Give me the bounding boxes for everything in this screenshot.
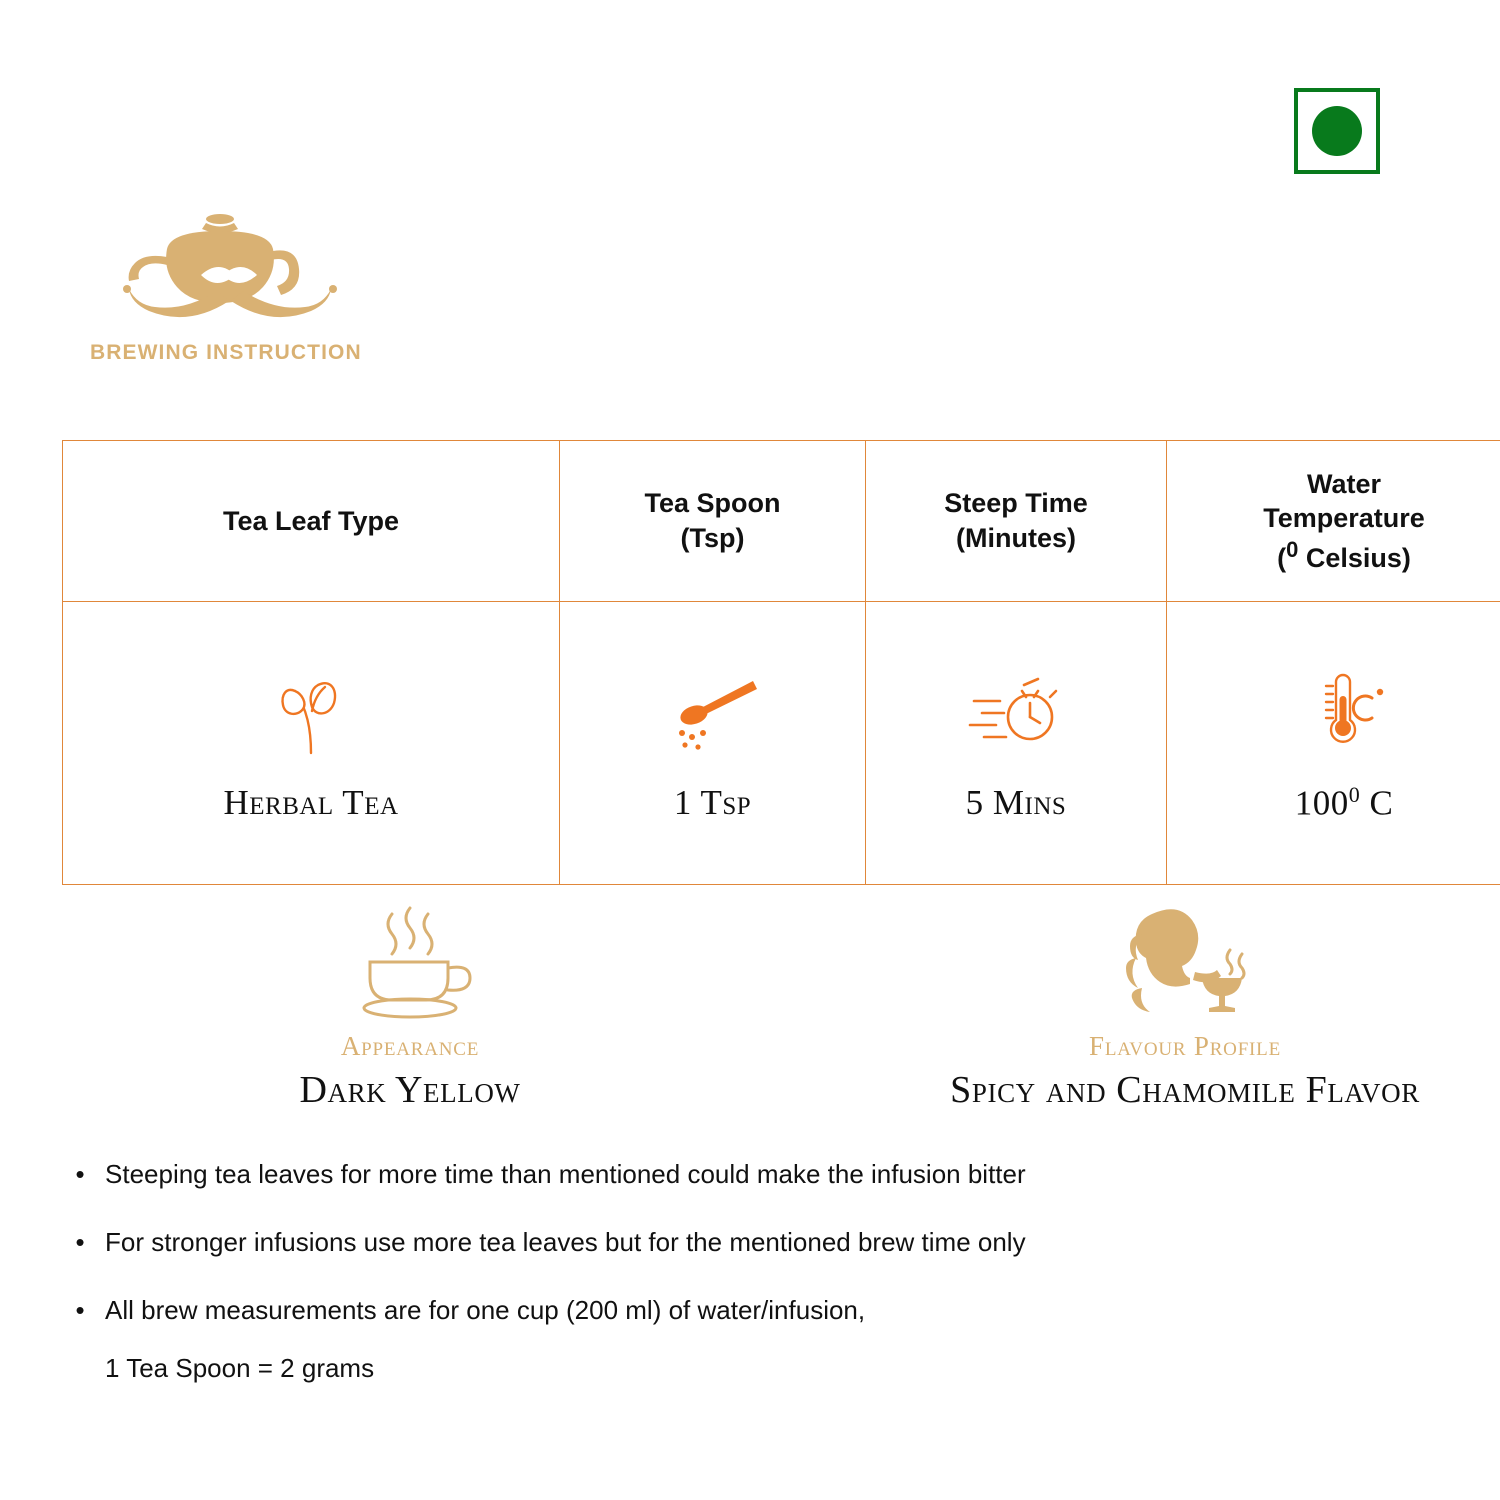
- brewing-instruction-title: BREWING INSTRUCTION: [90, 341, 362, 364]
- thermometer-icon: [1292, 662, 1396, 754]
- note-text: All brew measurements are for one cup (200 ml) of water/infusion,: [105, 1294, 866, 1325]
- appearance-block: [230, 900, 590, 1112]
- value-tea-leaf-type: Herbal Tea: [223, 783, 399, 822]
- flavour-profile-block: [790, 900, 1500, 1112]
- header-water-temperature-line1: Water: [1306, 468, 1381, 499]
- cell-tea-spoon: [560, 602, 866, 885]
- lady-with-cup-icon: [790, 900, 1500, 1025]
- header-steep-time: [866, 441, 1167, 602]
- table-header-row: [63, 441, 1500, 602]
- header-tea-spoon-line2: (Tsp): [680, 523, 745, 553]
- note-text: Steeping tea leaves for more time than mentioned could make the infusion bitter: [105, 1159, 1026, 1189]
- flavour-profile-value: Spicy and Chamomile Flavor: [950, 1069, 1420, 1111]
- header-tea-leaf-type-line1: Tea Leaf Type: [222, 505, 400, 536]
- flavour-profile-title: Flavour Profile: [1089, 1031, 1281, 1061]
- brewing-table: [62, 440, 1500, 885]
- header-tea-spoon: [560, 441, 866, 602]
- header-water-temperature-line3: ($^0$ Celsius): [1277, 536, 1411, 573]
- teapot-icon: [105, 205, 355, 335]
- cell-water-temperature: [1167, 602, 1500, 885]
- table-row: [63, 602, 1500, 885]
- list-item: [55, 1226, 1435, 1260]
- header-water-temperature-line2: Temperature: [1263, 503, 1425, 534]
- value-tea-spoon: 1 Tsp: [673, 783, 752, 822]
- cell-steep-time: [866, 602, 1167, 885]
- header-tea-leaf-type: [63, 441, 560, 602]
- header-tea-spoon-line1: Tea Spoon: [644, 488, 781, 519]
- note-sub-text: 1 Tea Spoon = 2 grams: [105, 1353, 375, 1384]
- bullet-icon: •: [75, 1294, 85, 1325]
- notes-list: [55, 1158, 1435, 1384]
- appearance-title: Appearance: [340, 1031, 480, 1061]
- brewing-header: [85, 205, 485, 365]
- value-steep-time: 5 Mins: [965, 783, 1067, 822]
- tea-cup-icon: [230, 900, 590, 1025]
- header-steep-time-line1: Steep Time: [944, 488, 1088, 519]
- list-item: [55, 1294, 1435, 1328]
- header-water-temperature: [1167, 441, 1500, 602]
- vegetarian-mark: [1294, 88, 1380, 174]
- note-text: For stronger infusions use more tea leaves but for the mentioned brew time only: [105, 1226, 1026, 1257]
- stopwatch-icon: [964, 663, 1068, 755]
- bullet-icon: •: [75, 1226, 85, 1257]
- appearance-value: Dark Yellow: [299, 1069, 521, 1111]
- vegetarian-dot-icon: [1312, 106, 1362, 156]
- cell-tea-leaf-type: [63, 602, 560, 885]
- spoon-icon: [658, 663, 768, 755]
- value-water-temperature: $100^0$ C: [1294, 782, 1394, 823]
- list-item: [55, 1158, 1435, 1192]
- bullet-icon: •: [75, 1159, 85, 1189]
- tea-leaf-icon: [268, 663, 354, 755]
- header-steep-time-line2: (Minutes): [956, 523, 1076, 553]
